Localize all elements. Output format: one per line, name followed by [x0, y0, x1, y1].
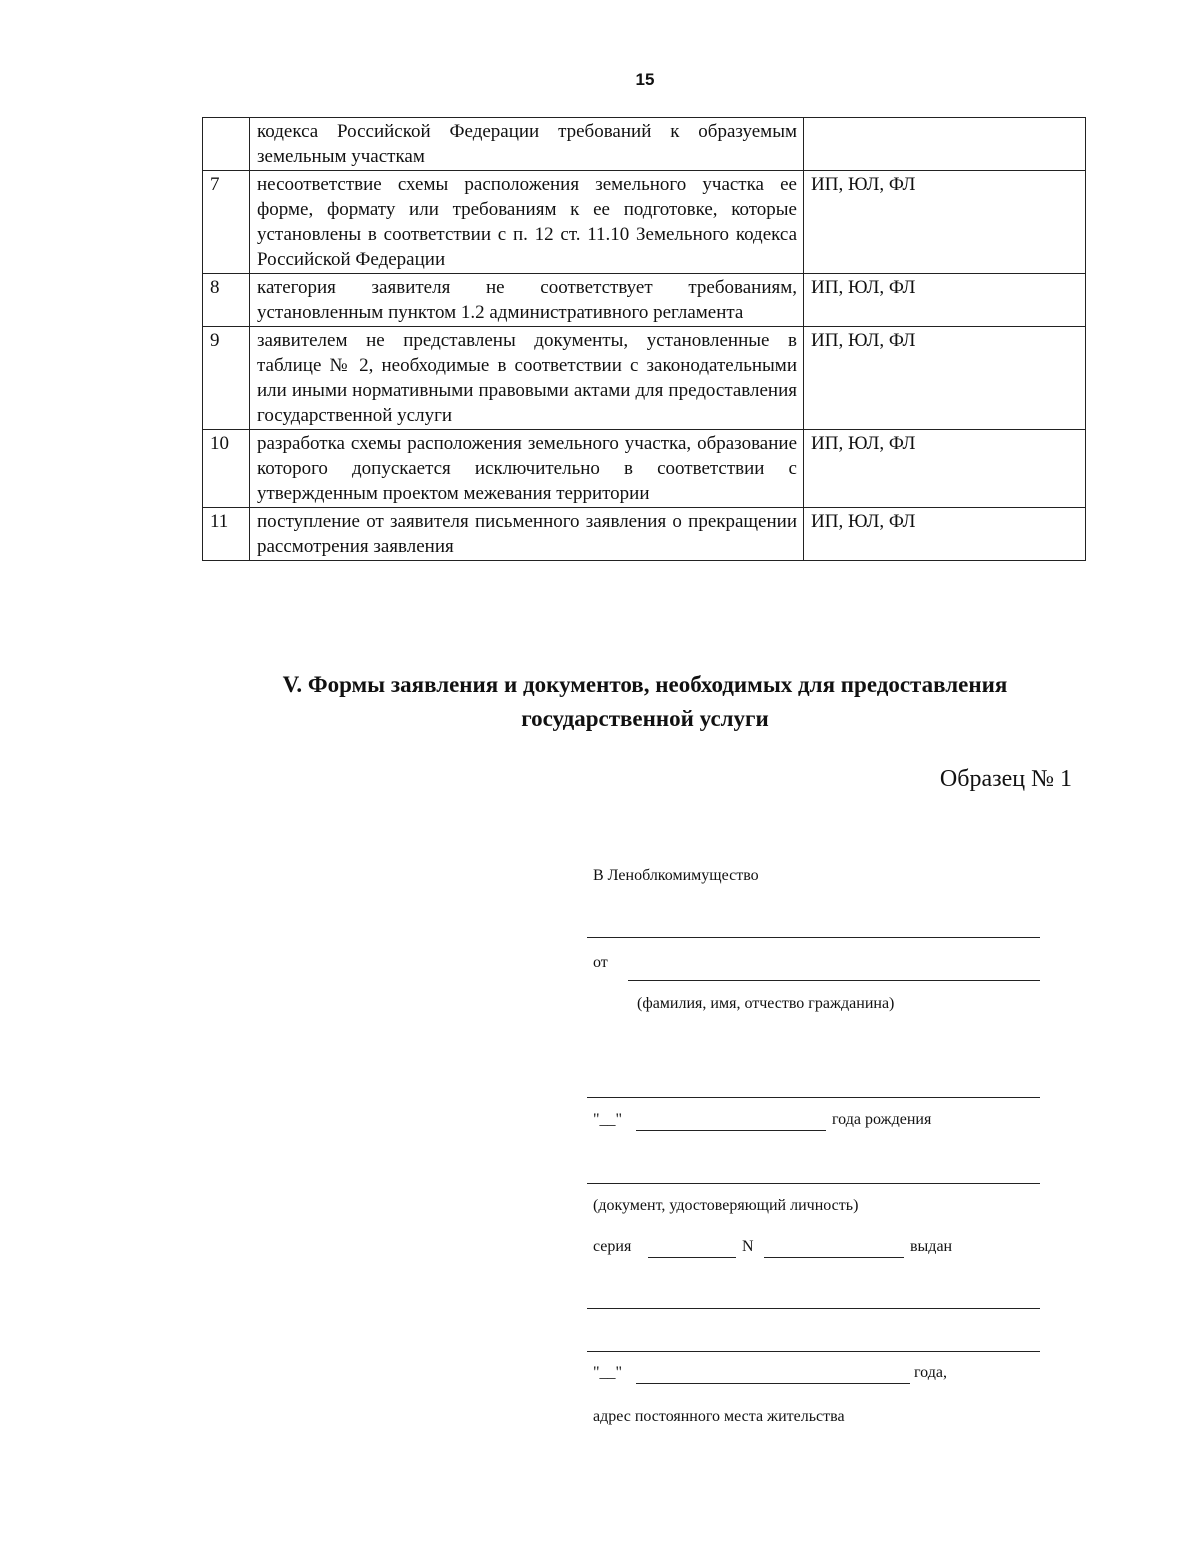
issued-by-line-1	[587, 1308, 1040, 1309]
birth-caption: года рождения	[832, 1111, 932, 1128]
addressee-text: В Леноблкомимущество	[593, 867, 759, 884]
id-document-line	[587, 1183, 1040, 1184]
series-label: серия	[593, 1238, 632, 1255]
issue-date-line	[636, 1383, 910, 1384]
section-heading-line-1: V. Формы заявления и документов, необходимых для предоставления	[282, 672, 1008, 697]
section-heading-line-2: государственной услуги	[521, 706, 769, 731]
issue-date-prefix: "__"	[593, 1364, 623, 1381]
row-applicants: ИП, ЮЛ, ФЛ	[804, 327, 1086, 430]
row-number	[203, 118, 250, 171]
row-number: 11	[203, 508, 250, 561]
number-label: N	[742, 1238, 754, 1255]
row-number: 8	[203, 274, 250, 327]
row-text: кодекса Российской Федерации требований к образуемым земельным участкам	[250, 118, 804, 171]
from-name-line	[628, 980, 1040, 981]
table-body	[203, 118, 1086, 561]
from-label: от	[593, 954, 608, 971]
issued-label: выдан	[910, 1238, 953, 1255]
row-text: несоответствие схемы расположения земельного участка ее форме, формату или требованиям к ее подготовке, которые установлены в соответствии с п. 12 ст. 11.10 Земельного кодекса Российской Федерации	[250, 171, 804, 274]
section-heading	[200, 668, 1090, 736]
series-line	[648, 1257, 736, 1258]
id-document-caption: (документ, удостоверяющий личность)	[593, 1197, 859, 1214]
row-number: 7	[203, 171, 250, 274]
row-text: категория заявителя не соответствует требованиям, установленным пунктом 1.2 административного регламента	[250, 274, 804, 327]
page-number: 15	[635, 70, 655, 89]
issued-by-line-2	[587, 1351, 1040, 1352]
row-number: 10	[203, 430, 250, 508]
table-row	[203, 274, 1086, 327]
refusal-grounds-table	[202, 117, 1086, 561]
row-applicants: ИП, ЮЛ, ФЛ	[804, 274, 1086, 327]
table-row	[203, 430, 1086, 508]
fio-line-2	[587, 1097, 1040, 1098]
birth-date-line	[636, 1130, 826, 1131]
fio-caption: (фамилия, имя, отчество гражданина)	[637, 995, 895, 1012]
addressee-line	[587, 937, 1040, 938]
table-row	[203, 327, 1086, 430]
row-applicants: ИП, ЮЛ, ФЛ	[804, 508, 1086, 561]
birth-date-prefix: "__"	[593, 1111, 623, 1128]
row-number: 9	[203, 327, 250, 430]
row-applicants	[804, 118, 1086, 171]
number-line	[764, 1257, 904, 1258]
table-row	[203, 171, 1086, 274]
row-applicants: ИП, ЮЛ, ФЛ	[804, 171, 1086, 274]
year-label: года,	[914, 1364, 947, 1381]
row-text: разработка схемы расположения земельного участка, образование которого допускается исключительно в соответствии с утвержденным проектом межевания территории	[250, 430, 804, 508]
row-text: заявителем не представлены документы, установленные в таблице № 2, необходимые в соответствии с законодательными или иными нормативными правовыми актами для предоставления государственной услуги	[250, 327, 804, 430]
row-applicants: ИП, ЮЛ, ФЛ	[804, 430, 1086, 508]
table-row	[203, 508, 1086, 561]
sample-label: Образец № 1	[939, 766, 1072, 792]
row-text: поступление от заявителя письменного заявления о прекращении рассмотрения заявления	[250, 508, 804, 561]
address-caption: адрес постоянного места жительства	[593, 1408, 845, 1425]
table-row	[203, 118, 1086, 171]
